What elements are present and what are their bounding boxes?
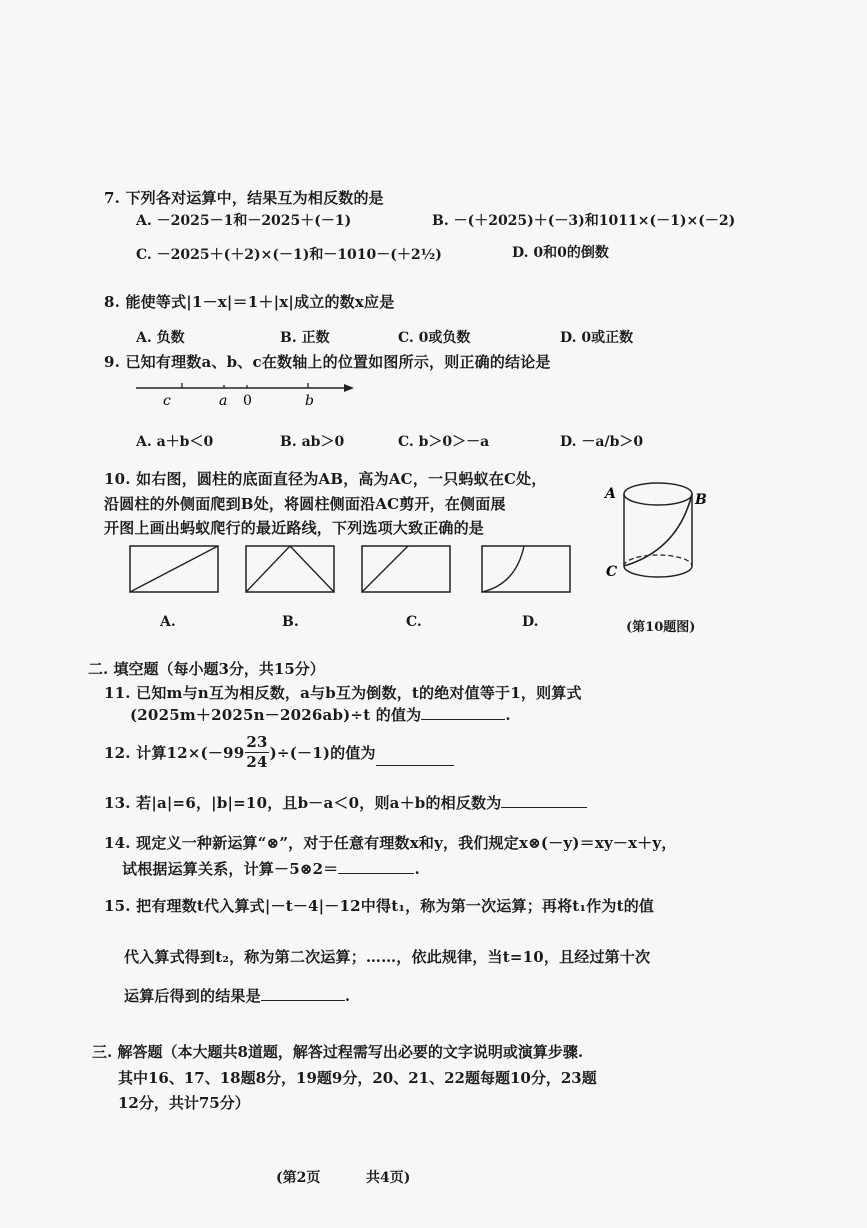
q13-answer-blank[interactable]: [501, 793, 587, 808]
section2-title: 二. 填空题（每小题3分，共15分）: [88, 660, 325, 678]
q10-option-d-label: D.: [522, 614, 539, 630]
axis-label-a: a: [219, 393, 228, 409]
section3-line3: 12分，共计75分）: [118, 1094, 250, 1112]
q7-option-c: C. －2025＋(＋2)×(－1)和－1010－(＋2½): [136, 247, 442, 263]
q15-line1: 15. 把有理数t代入算式|－t－4|－12中得t₁，称为第一次运算；再将t₁作为t的值: [104, 897, 655, 915]
axis-label-c: c: [163, 393, 171, 409]
q8-stem: 8. 能使等式|1－x|＝1＋|x|成立的数x应是: [104, 293, 395, 311]
q10-line3: 开图上画出蚂蚁爬行的最近路线，下列选项大致正确的是: [104, 519, 485, 537]
q9-option-a: A. a＋b＜0: [136, 434, 214, 450]
option-d-figure: [480, 544, 574, 596]
q12-prefix: 12. 计算12×(－99: [104, 744, 245, 762]
q11-answer-blank[interactable]: [421, 705, 505, 720]
point-a-label: A: [605, 486, 616, 502]
q11-line1: 11. 已知m与n互为相反数，a与b互为倒数，t的绝对值等于1，则算式: [104, 684, 582, 702]
q9-option-d: D. －a/b＞0: [560, 434, 644, 450]
q10-option-a-label: A.: [160, 614, 176, 630]
q12-answer-blank[interactable]: [376, 751, 454, 766]
q14-period: .: [414, 860, 420, 878]
q9-option-c: C. b＞0＞－a: [398, 434, 490, 450]
q10-figure-caption: (第10题图): [626, 620, 696, 635]
q7-option-d: D. 0和0的倒数: [512, 245, 609, 261]
point-b-label: B: [695, 492, 707, 508]
q7-option-b: B. －(＋2025)＋(－3)和1011×(－1)×(－2): [432, 213, 736, 229]
page-number: (第2页: [276, 1170, 321, 1186]
point-c-label: C: [606, 564, 618, 580]
section3-line1: 三. 解答题（本大题共8道题，解答过程需写出必要的文字说明或演算步骤.: [92, 1043, 584, 1061]
option-b-figure: [244, 544, 338, 596]
q14-answer-blank[interactable]: [338, 859, 414, 874]
q13: [104, 792, 587, 813]
q10-option-c-label: C.: [406, 614, 422, 630]
q11-line2: [130, 704, 511, 725]
q10-line1: 10. 如右图，圆柱的底面直径为AB，高为AC，一只蚂蚁在C处，: [104, 470, 547, 488]
q8-option-c: C. 0或负数: [398, 330, 471, 346]
q15-period: .: [344, 987, 351, 1005]
q9-option-b: B. ab＞0: [280, 434, 345, 450]
q12-fraction: [245, 733, 268, 772]
q15-answer-blank[interactable]: [261, 986, 345, 1001]
q11-period: .: [505, 706, 511, 724]
section3-line2: 其中16、17、18题8分，19题9分，20、21、22题每题10分，23题: [118, 1069, 597, 1087]
q13-text: 13. 若|a|=6，|b|=10，且b－a＜0，则a＋b的相反数为: [104, 794, 502, 812]
page-total: 共4页): [366, 1170, 411, 1186]
q7-stem: 7. 下列各对运算中，结果互为相反数的是: [104, 189, 384, 207]
q11-expression: (2025m＋2025n－2026ab)÷t 的值为: [130, 706, 422, 724]
option-a-figure: [128, 544, 222, 596]
cylinder-figure: [600, 478, 712, 596]
number-line-figure: [130, 378, 360, 410]
q9-stem: 9. 已知有理数a、b、c在数轴上的位置如图所示，则正确的结论是: [104, 353, 551, 371]
q12: [104, 733, 454, 775]
q15-prompt: 运算后得到的结果是: [124, 987, 261, 1005]
q7-option-a: A. －2025－1和－2025＋(－1): [136, 213, 352, 229]
axis-label-b: b: [305, 393, 314, 409]
q12-denominator: 24: [246, 753, 268, 771]
q14-expression: 试根据运算关系，计算－5⊗2＝: [122, 860, 339, 878]
q14-line1: 14. 现定义一种新运算“⊗”，对于任意有理数x和y，我们规定x⊗(－y)＝xy－x＋y，: [104, 834, 677, 852]
number-line-arrow: [344, 384, 354, 392]
q8-option-a: A. 负数: [136, 330, 185, 346]
q8-option-b: B. 正数: [280, 330, 330, 346]
q10-option-b-label: B.: [282, 614, 299, 630]
option-c-figure: [360, 544, 454, 596]
q12-numerator: 23: [246, 733, 268, 751]
q14-line2: [122, 858, 420, 879]
q15-line2: 代入算式得到t₂，称为第二次运算；……，依此规律，当t=10，且经过第十次: [124, 948, 651, 966]
axis-label-0: 0: [243, 393, 252, 409]
q10-line2: 沿圆柱的外侧面爬到B处，将圆柱侧面沿AC剪开，在侧面展: [104, 495, 506, 513]
q15-line3: [124, 985, 350, 1006]
q8-option-d: D. 0或正数: [560, 330, 634, 346]
q12-suffix: )÷(－1)的值为: [269, 744, 376, 762]
